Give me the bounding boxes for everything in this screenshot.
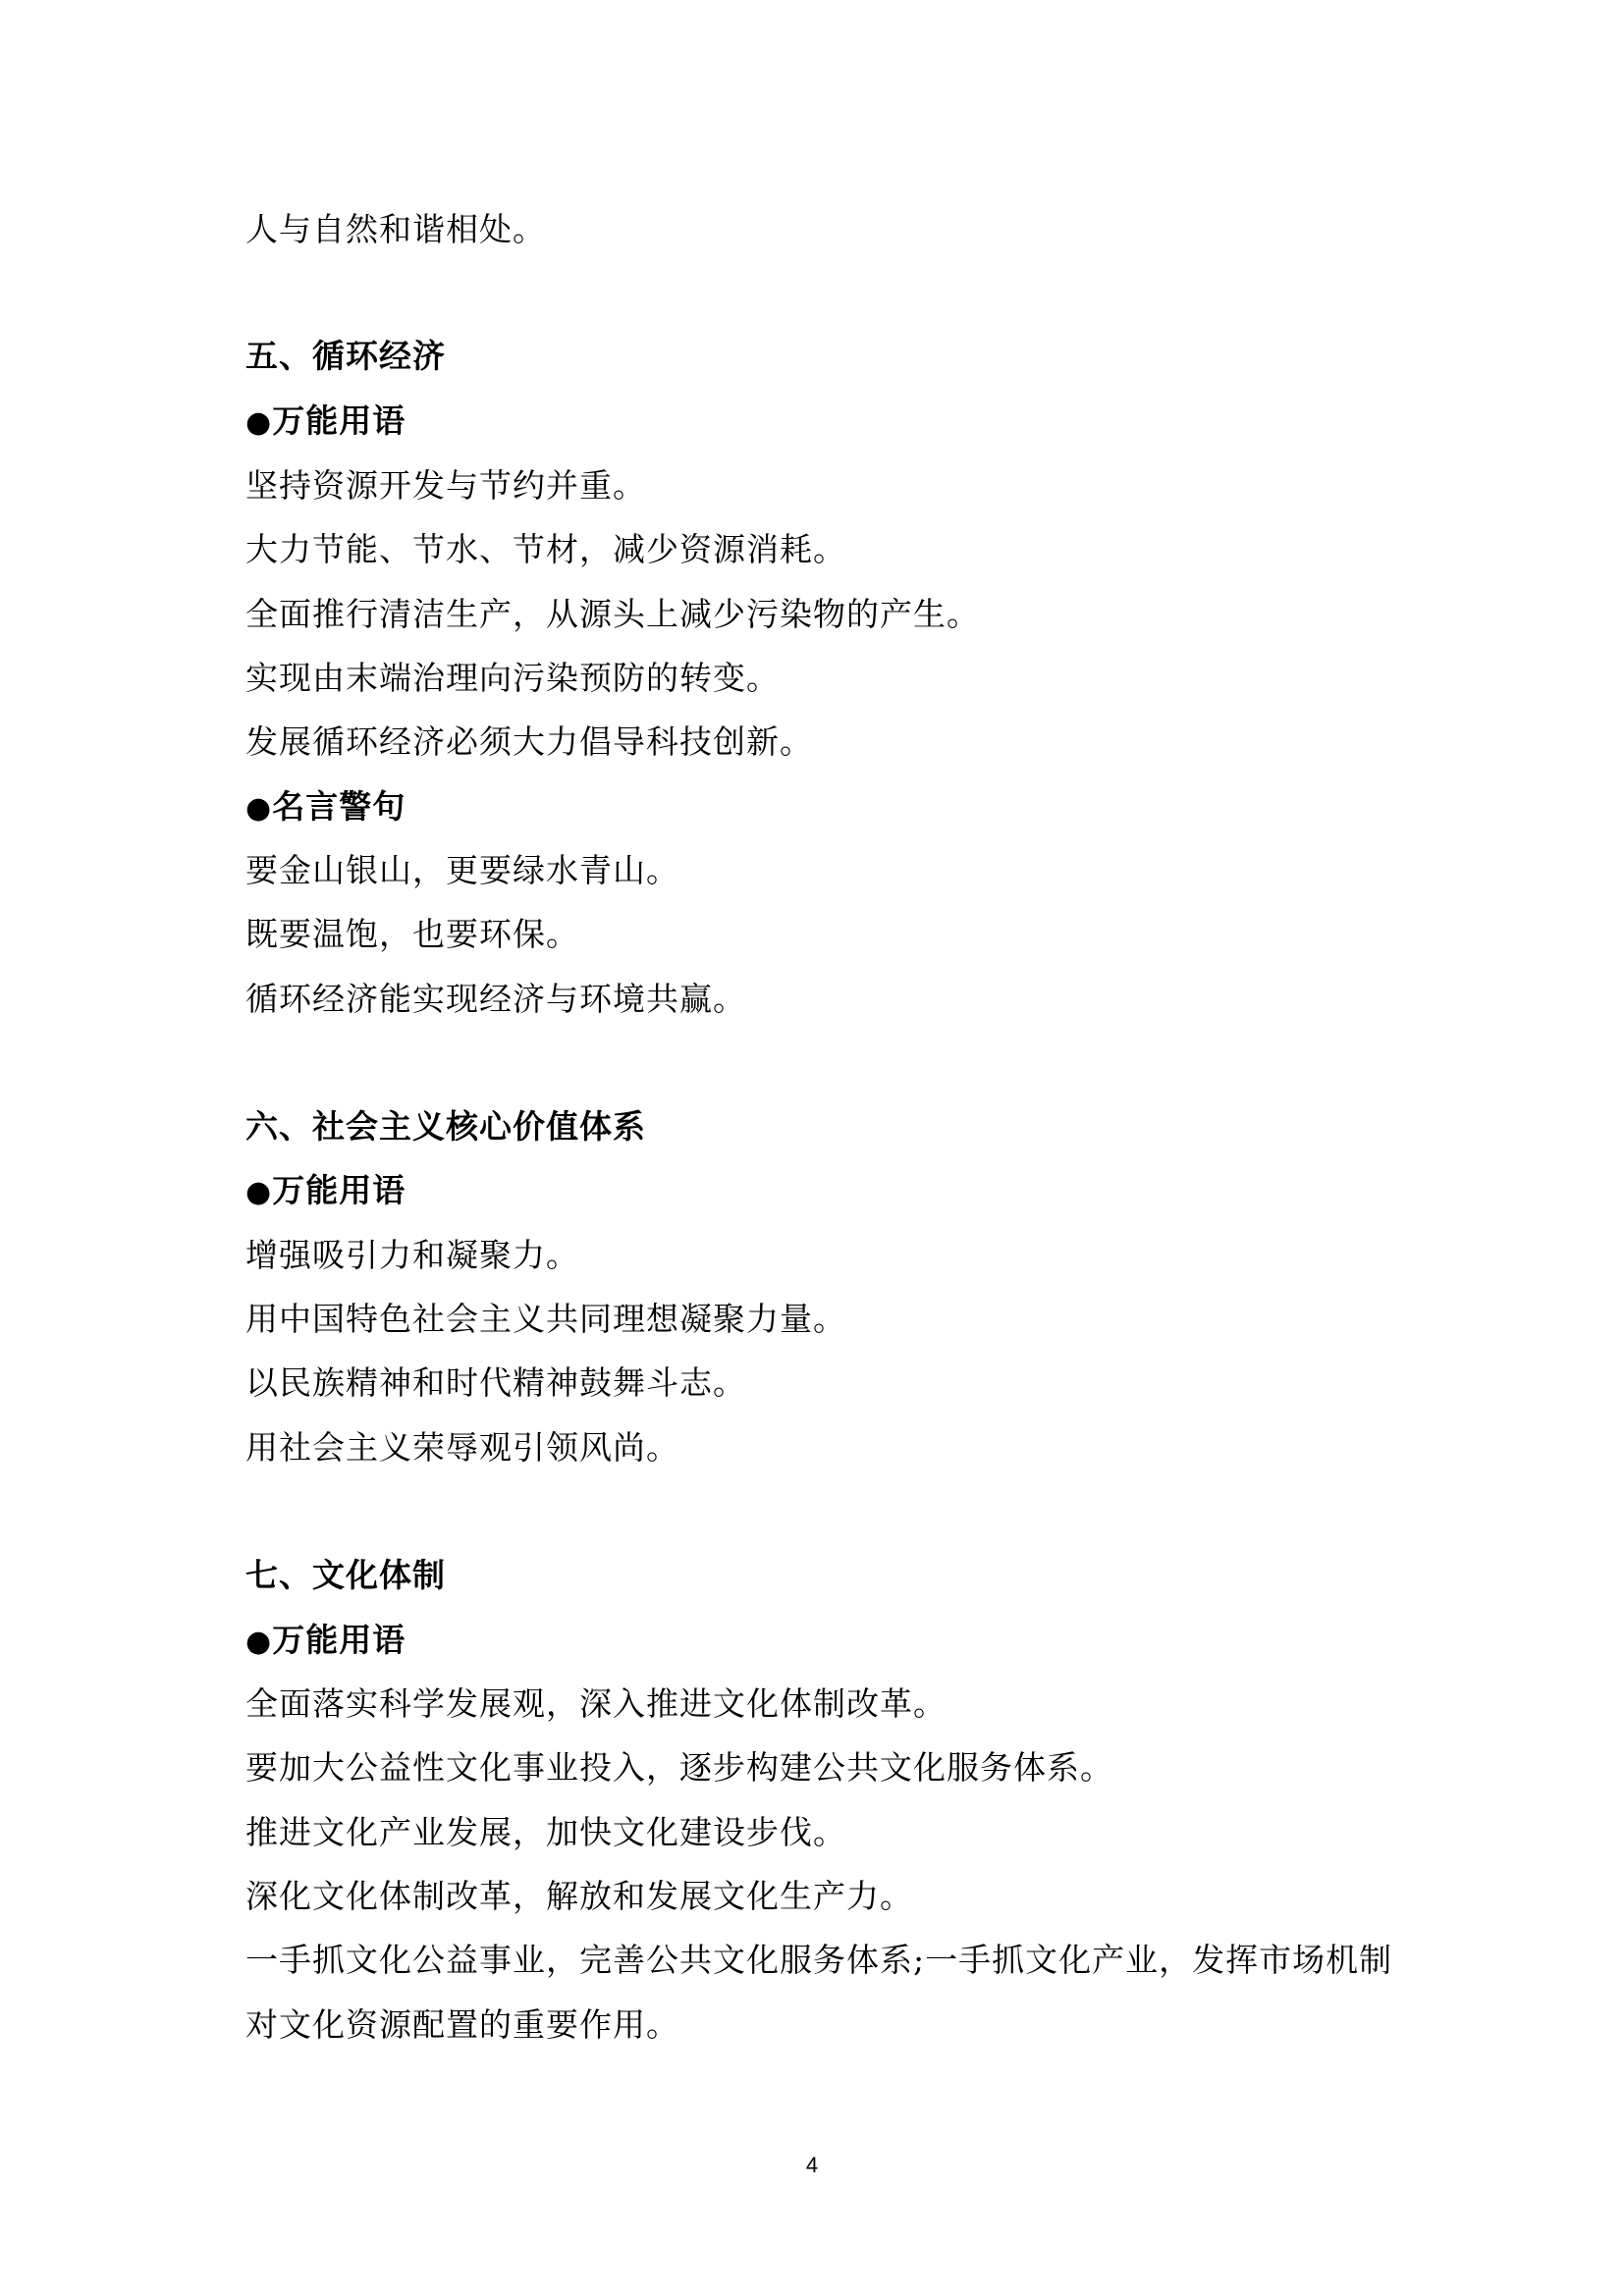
text-line: 全面落实科学发展观，深入推进文化体制改革。 bbox=[245, 1684, 947, 1723]
section-heading: 七、文化体制 bbox=[245, 1556, 446, 1594]
intro-line: 人与自然和谐相处。 bbox=[245, 210, 546, 248]
text-line: 增强吸引力和凝聚力。 bbox=[245, 1236, 579, 1274]
text-line: 用中国特色社会主义共同理想凝聚力量。 bbox=[245, 1300, 846, 1338]
bullet-icon: ● bbox=[245, 1625, 273, 1659]
text-line: 以民族精神和时代精神鼓舞斗志。 bbox=[245, 1363, 746, 1402]
text-line: 发展循环经济必须大力倡导科技创新。 bbox=[245, 722, 813, 761]
bullet-icon: ● bbox=[245, 1175, 273, 1209]
text-line: 要金山银山，更要绿水青山。 bbox=[245, 851, 679, 889]
section-heading: 五、循环经济 bbox=[245, 337, 446, 375]
subheading-label: 万能用语 bbox=[272, 1621, 406, 1659]
page-number: 4 bbox=[805, 2153, 819, 2177]
subheading-label: 名言警句 bbox=[272, 787, 406, 826]
subheading bbox=[245, 1171, 406, 1212]
bullet-icon: ● bbox=[245, 791, 273, 826]
subheading bbox=[245, 787, 406, 828]
text-line: 一手抓文化公益事业，完善公共文化服务体系;一手抓文化产业，发挥市场机制 bbox=[245, 1941, 1393, 1979]
text-line: 用社会主义荣辱观引领风尚。 bbox=[245, 1428, 679, 1467]
text-line: 既要温饱，也要环保。 bbox=[245, 915, 579, 953]
bullet-icon: ● bbox=[245, 405, 273, 440]
text-line: 全面推行清洁生产，从源头上减少污染物的产生。 bbox=[245, 595, 980, 633]
section-heading: 六、社会主义核心价值体系 bbox=[245, 1107, 646, 1146]
text-line: 实现由末端治理向污染预防的转变。 bbox=[245, 659, 780, 697]
subheading bbox=[245, 1621, 406, 1662]
text-line: 深化文化体制改革，解放和发展文化生产力。 bbox=[245, 1877, 913, 1915]
subheading-label: 万能用语 bbox=[272, 401, 406, 440]
text-line: 大力节能、节水、节材，减少资源消耗。 bbox=[245, 530, 846, 568]
text-line: 坚持资源开发与节约并重。 bbox=[245, 466, 646, 505]
text-line: 对文化资源配置的重要作用。 bbox=[245, 2005, 679, 2044]
text-line: 推进文化产业发展，加快文化建设步伐。 bbox=[245, 1813, 846, 1851]
text-line: 循环经济能实现经济与环境共赢。 bbox=[245, 980, 746, 1018]
subheading bbox=[245, 401, 406, 443]
subheading-label: 万能用语 bbox=[272, 1171, 406, 1209]
text-line: 要加大公益性文化事业投入，逐步构建公共文化服务体系。 bbox=[245, 1748, 1113, 1787]
